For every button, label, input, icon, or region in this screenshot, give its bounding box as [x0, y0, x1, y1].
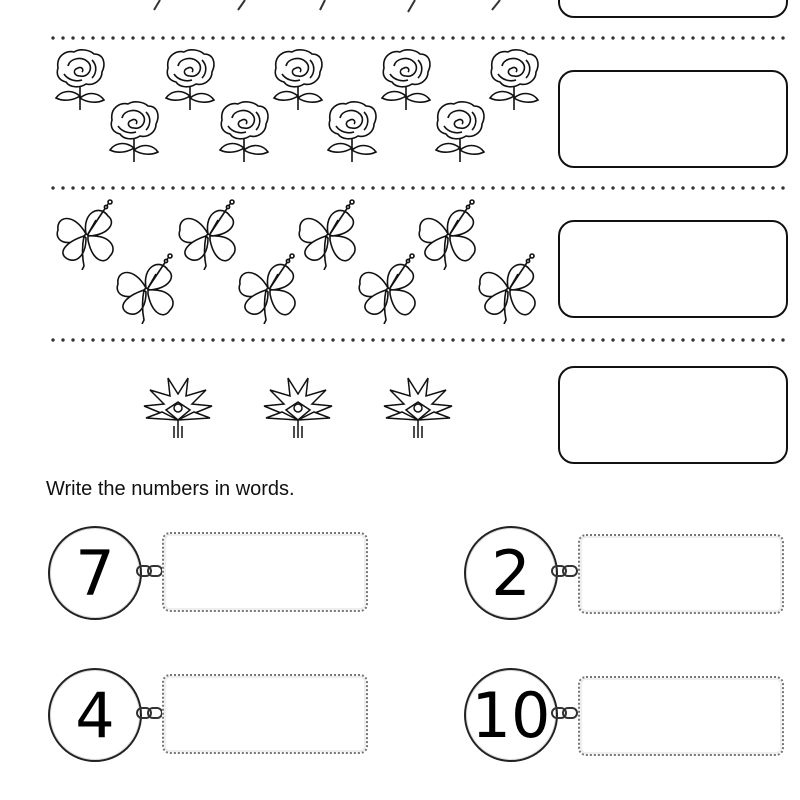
answer-box-hibiscus[interactable]: [558, 220, 788, 318]
number-circle: 4: [48, 668, 142, 762]
flower-icon: [234, 252, 304, 324]
flower-icon: [270, 48, 326, 112]
number-circle: 7: [48, 526, 142, 620]
flower-icon: [140, 376, 216, 440]
flower-icon: [324, 100, 380, 164]
number-circle: 2: [464, 526, 558, 620]
row-divider: [48, 186, 788, 190]
flower-icon: [378, 48, 434, 112]
word-answer-box[interactable]: [578, 534, 784, 614]
chain-link-icon: [135, 704, 165, 722]
row-divider: [48, 36, 788, 40]
flower-icon: [474, 252, 544, 324]
word-answer-box[interactable]: [162, 674, 368, 754]
chain-link-icon: [135, 562, 165, 580]
flower-icon: [52, 48, 108, 112]
number-circle: 10: [464, 668, 558, 762]
flower-icon: [106, 100, 162, 164]
flower-icon: [354, 252, 424, 324]
row-divider: [48, 338, 788, 342]
flower-icon: [112, 252, 182, 324]
flower-icon: [216, 100, 272, 164]
flower-icon: [162, 48, 218, 112]
chain-link-icon: [550, 704, 580, 722]
flower-icon: [432, 100, 488, 164]
word-answer-box[interactable]: [162, 532, 368, 612]
partial-flower-stems: [150, 0, 530, 16]
flower-icon: [380, 376, 456, 440]
answer-box-partial[interactable]: [558, 0, 788, 18]
word-answer-box[interactable]: [578, 676, 784, 756]
chain-link-icon: [550, 562, 580, 580]
answer-box-roses[interactable]: [558, 70, 788, 168]
instruction-text: Write the numbers in words.: [46, 478, 295, 500]
flower-icon: [260, 376, 336, 440]
answer-box-lotus[interactable]: [558, 366, 788, 464]
flower-icon: [486, 48, 542, 112]
